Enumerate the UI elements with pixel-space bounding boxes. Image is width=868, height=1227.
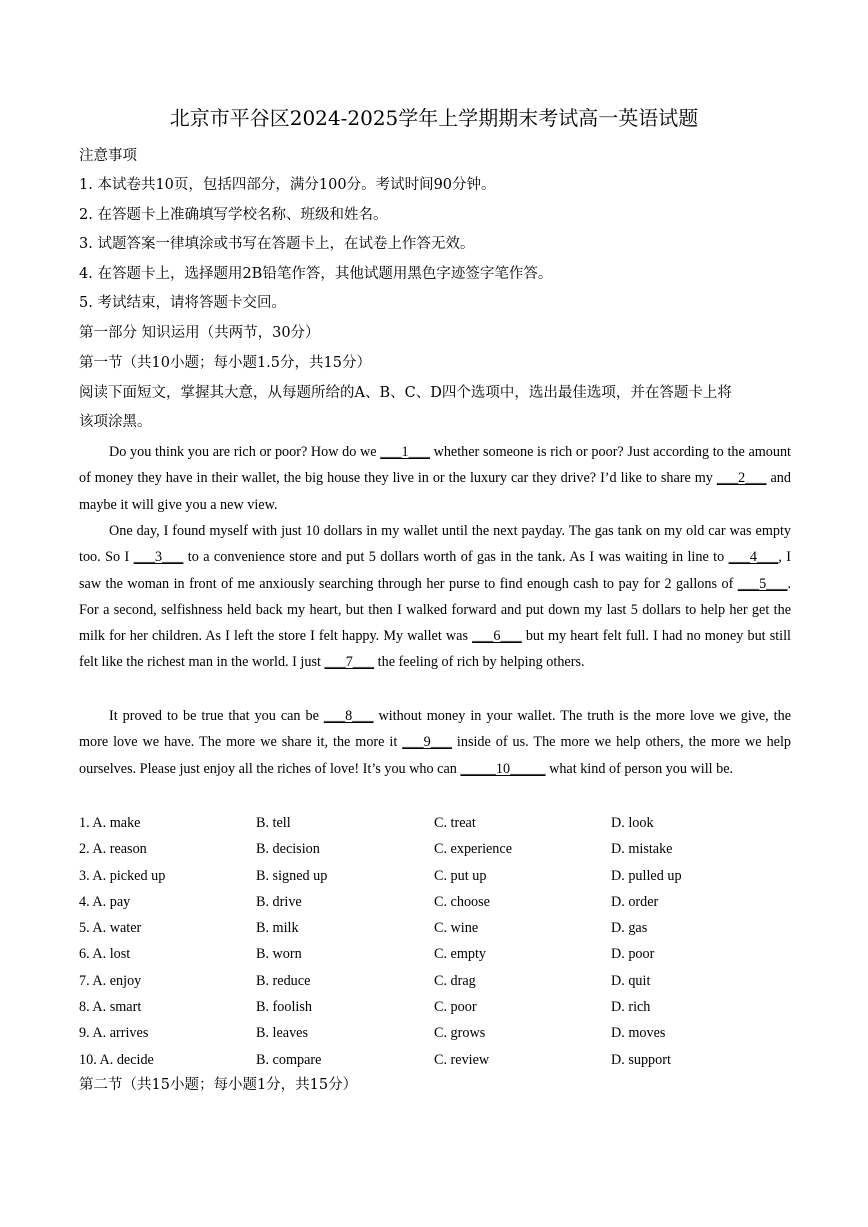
option-a: 6. A. lost — [79, 946, 131, 963]
blank-5: ___5___ — [737, 575, 788, 592]
note-item-4: 4. 在答题卡上，选择题用2B铅笔作答，其他试题用黑色字迹签字笔作答。 — [79, 266, 553, 282]
passage-text: but my heart felt full. I had no money but still felt like the richest man in the world. I just — [79, 628, 791, 671]
option-a: 4. A. pay — [79, 893, 131, 910]
option-a: 10. A. decide — [79, 1051, 154, 1068]
passage-text: One day, I found myself with just 10 dollars in my wallet until the next payday. The gas tank on my old car was empty too. So I — [79, 523, 791, 566]
option-d: D. moves — [611, 1025, 666, 1042]
option-row-8 — [79, 994, 799, 1020]
option-a: 7. A. enjoy — [79, 972, 142, 989]
option-row-3 — [79, 863, 799, 889]
option-d: D. gas — [611, 920, 648, 937]
section2-heading: 第二节（共15小题；每小题1分，共15分） — [79, 1077, 358, 1093]
blank-2: ___2___ — [716, 470, 767, 487]
option-d: D. poor — [611, 946, 655, 963]
option-d: D. look — [611, 815, 654, 831]
option-b: B. milk — [256, 920, 299, 937]
passage-text: what kind of person you will be. — [545, 760, 734, 777]
option-d: D. quit — [611, 972, 651, 989]
note-item-3: 3. 试题答案一律填涂或书写在答题卡上，在试卷上作答无效。 — [79, 236, 475, 252]
part1-heading: 第一部分 知识运用（共两节，30分） — [79, 325, 320, 341]
option-row-7 — [79, 968, 799, 994]
option-b: B. foolish — [256, 999, 312, 1016]
option-b: B. signed up — [256, 867, 328, 884]
option-row-10 — [79, 1047, 799, 1073]
blank-3: ___3___ — [133, 549, 184, 566]
option-b: B. drive — [256, 893, 302, 910]
note-item-5: 5. 考试结束，请将答题卡交回。 — [79, 295, 286, 311]
passage-text: whether someone is rich or poor? Just according to the amount of money they have in their wallet, the big house they live in or the luxury car they drive? I’d like to share my — [79, 444, 791, 487]
option-b: B. compare — [256, 1051, 322, 1068]
passage-paragraph-2 — [79, 518, 791, 676]
option-d: D. support — [611, 1051, 671, 1068]
option-c: C. drag — [434, 972, 476, 989]
option-c: C. grows — [434, 1025, 486, 1042]
option-d: D. rich — [611, 999, 651, 1016]
option-b: B. leaves — [256, 1025, 309, 1042]
option-row-4 — [79, 889, 799, 915]
option-row-2 — [79, 836, 799, 862]
passage-paragraph-1 — [79, 439, 791, 518]
exam-title: 北京市平谷区2024-2025学年上学期期末考试高一英语试题 — [169, 106, 699, 130]
passage-text: to a convenience store and put 5 dollars worth of gas in the tank. As I was waiting in line to — [183, 549, 729, 566]
option-b: B. worn — [256, 946, 302, 963]
passage-text: . For a second, selfishness held back my heart, but then I walked forward and put down my last 5 dollars to help her get the milk for her children. As I left the store I felt happy. My wallet was — [79, 575, 791, 645]
passage-text: It proved to be true that you can be — [109, 708, 324, 724]
option-c: C. treat — [434, 815, 476, 831]
blank-4: ___4___ — [728, 549, 779, 566]
notes-heading: 注意事项 — [79, 148, 137, 164]
option-c: C. put up — [434, 867, 487, 884]
options-list — [79, 810, 799, 1073]
option-a: 5. A. water — [79, 920, 142, 937]
blank-10: _____10_____ — [460, 760, 546, 777]
blank-9: ___9___ — [402, 734, 452, 751]
option-d: D. pulled up — [611, 867, 682, 884]
option-c: C. experience — [434, 841, 512, 858]
section1-heading: 第一节（共10小题；每小题1.5分，共15分） — [79, 355, 371, 371]
option-c: C. empty — [434, 946, 487, 963]
option-row-1 — [79, 810, 799, 836]
option-a: 9. A. arrives — [79, 1025, 149, 1042]
blank-8: ___8___ — [323, 708, 374, 724]
option-c: C. choose — [434, 893, 490, 910]
option-row-5 — [79, 915, 799, 941]
passage-text: , I saw the woman in front of me anxiously searching through her purse to find enough cash to pay for 2 gallons of — [79, 549, 791, 592]
blank-1: ___1___ — [380, 444, 430, 460]
passage-text: the feeling of rich by helping others. — [374, 654, 585, 671]
instruction-line-1: 阅读下面短文，掌握其大意，从每题所给的A、B、C、D四个选项中，选出最佳选项，并在答题卡上将 — [79, 385, 732, 401]
option-row-9 — [79, 1020, 799, 1046]
passage-text: Do you think you are rich or poor? How do we — [109, 444, 381, 460]
option-d: D. order — [611, 893, 659, 910]
passage-text: inside of us. The more we help others, the more we help ourselves. Please just enjoy all the riches of love! It’s you who can — [79, 734, 791, 777]
option-a: 2. A. reason — [79, 841, 147, 858]
blank-6: ___6___ — [472, 628, 522, 645]
option-b: B. tell — [256, 815, 291, 831]
note-item-2: 2. 在答题卡上准确填写学校名称、班级和姓名。 — [79, 207, 388, 223]
option-c: C. wine — [434, 920, 479, 937]
option-a: 3. A. picked up — [79, 867, 166, 884]
option-b: B. reduce — [256, 972, 311, 989]
option-d: D. mistake — [611, 841, 673, 858]
passage-text: without money in your wallet. The truth is the more love we give, the more love we have. The more we share it, the more it — [79, 708, 791, 751]
option-row-6 — [79, 941, 799, 967]
passage-paragraph-3 — [79, 703, 791, 782]
option-c: C. review — [434, 1051, 490, 1068]
instruction-line-2: 该项涂黑。 — [79, 414, 152, 430]
option-c: C. poor — [434, 999, 477, 1016]
blank-7: ___7___ — [324, 654, 375, 671]
option-b: B. decision — [256, 841, 320, 858]
option-a: 8. A. smart — [79, 999, 142, 1016]
passage-text: and maybe it will give you a new view. — [79, 470, 791, 513]
note-item-1: 1. 本试卷共10页，包括四部分，满分100分。考试时间90分钟。 — [79, 177, 496, 193]
option-a: 1. A. make — [79, 815, 141, 831]
